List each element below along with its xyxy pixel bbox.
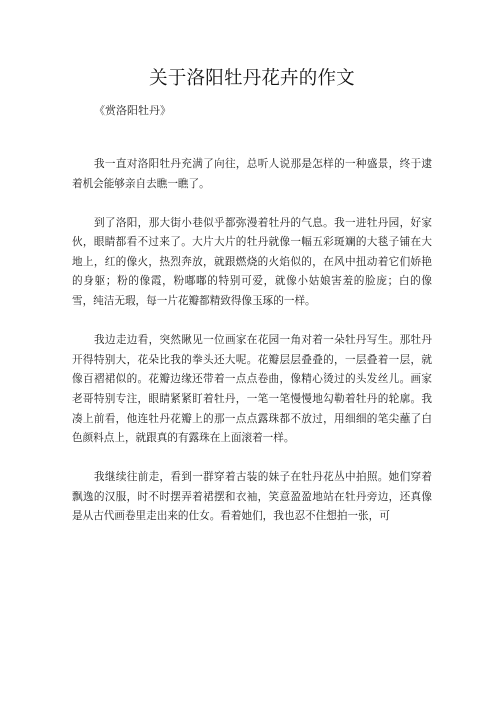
paragraph-3: 我边走边看，突然瞅见一位画家在花园一角对着一朵牡丹写生。那牡丹开得特别大，花朵比我的拳头还大呢。花瓣层层叠叠的，一层叠着一层，就像百褶裙似的。花瓣边缘还带着一点点卷曲，像精心烫过的头发丝儿。画家老哥特别专注，眼睛紧紧盯着牡丹，一笔一笔慢慢地勾勒着牡丹的轮廓。我凑上前看，他连牡丹花瓣上的那一点点露珠都不放过，用细细的笔尖蘸了白色颜料点上，就跟真的有露珠在上面滚着一样。 bbox=[72, 334, 432, 445]
document-subtitle: 《赏洛阳牡丹》 bbox=[94, 104, 171, 117]
paragraph-4: 我继续往前走，看到一群穿着古装的妹子在牡丹花丛中拍照。她们穿着飘逸的汉服，时不时摆弄着裙摆和衣袖，笑意盈盈地站在牡丹旁边，还真像是从古代画卷里走出来的仕女。看着她们，我也忍不住想拍一张，可 bbox=[72, 471, 432, 523]
paragraph-2: 到了洛阳，那大街小巷似乎都弥漫着牡丹的气息。我一进牡丹园，好家伙，眼睛都看不过来了。大片大片的牡丹就像一幅五彩斑斓的大毯子铺在大地上，红的像火，热烈奔放，就跟燃烧的火焰似的，在风中扭动着它们娇艳的身躯；粉的像霞，粉嘟嘟的特别可爱，就像小姑娘害羞的脸庞；白的像雪，纯洁无瑕，每一片花瓣都精致得像玉琢的一样。 bbox=[72, 216, 432, 308]
document-title: 关于洛阳牡丹花卉的作文 bbox=[149, 68, 355, 89]
paragraph-1: 我一直对洛阳牡丹充满了向往，总听人说那是怎样的一种盛景，终于逮着机会能够亲自去瞧一瞧了。 bbox=[72, 158, 432, 190]
